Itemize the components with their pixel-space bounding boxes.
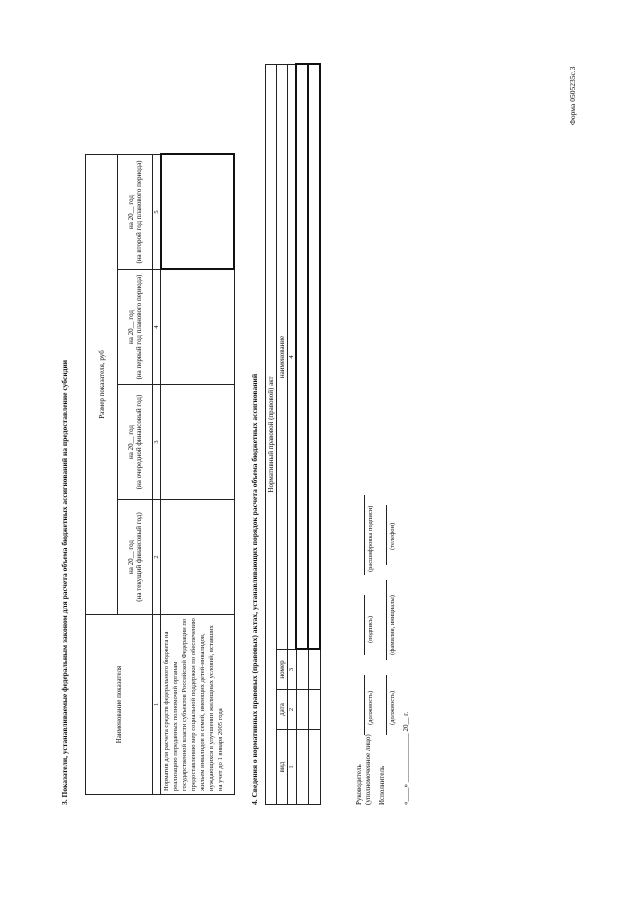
act-num-2: 2 xyxy=(288,690,297,730)
date-line[interactable]: «____» ______________ 20__ г. xyxy=(402,711,410,805)
acts-table xyxy=(265,64,321,806)
cap-phone: (телефон) xyxy=(389,522,396,550)
executor-position-line[interactable] xyxy=(386,675,387,735)
cap-position2: (должность) xyxy=(389,690,396,725)
act-row-2-number[interactable] xyxy=(308,650,320,690)
indicator-value-1[interactable] xyxy=(161,500,234,615)
cap-signature: (подпись) xyxy=(367,616,374,643)
act-row-1-number[interactable] xyxy=(296,650,308,690)
col-num-1: 1 xyxy=(152,615,161,795)
section3-title: 3. Показатели, устанавливаемые федеральным законом для расчета объема бюджетных ассигнований на предоставление субсидии xyxy=(60,359,69,805)
col-num-3: 3 xyxy=(152,385,161,500)
act-num-4: 4 xyxy=(288,65,297,650)
form-code: Форма 0505235с.3 xyxy=(568,66,577,125)
executor-name-line[interactable] xyxy=(386,580,387,660)
col-number: номер xyxy=(277,650,288,690)
head-position-line[interactable] xyxy=(364,675,365,735)
executor-phone-line[interactable] xyxy=(386,505,387,565)
act-row-2-date[interactable] xyxy=(308,690,320,730)
period-header-1: на 20__ год (на текущий финансовый год) xyxy=(118,500,152,615)
col-num-4: 4 xyxy=(152,270,161,385)
col-type: вид xyxy=(277,730,288,805)
act-num-3: 3 xyxy=(288,650,297,690)
indicator-value-4[interactable] xyxy=(161,155,234,270)
col-indicator-header: Наименование показателя xyxy=(86,615,153,795)
cap-decode: (расшифровка подписи) xyxy=(367,505,374,572)
head-sub: (уполномоченное лицо) xyxy=(364,734,372,805)
executor-label: Исполнитель xyxy=(378,765,386,805)
act-row-1-name[interactable] xyxy=(296,65,308,650)
cap-name: (фамилия, инициалы) xyxy=(389,595,396,655)
head-label: Руководитель xyxy=(355,764,363,805)
head-decode-line[interactable] xyxy=(364,495,365,575)
period-header-4: на 20__ год (на второй год планового периода) xyxy=(118,155,152,270)
act-row-1-date[interactable] xyxy=(296,690,308,730)
act-header: Нормативный правовой (правовой) акт xyxy=(266,65,277,805)
col-name: наименование xyxy=(277,65,288,650)
head-signature-line[interactable] xyxy=(364,595,365,655)
indicator-value-3[interactable] xyxy=(161,270,234,385)
indicator-row-text: Норматив для расчета средств федерального бюджета на реализацию переданных полномочий органам государственной власти субъектов Российской Федерации по предоставлению мер социальной поддержки по обеспечению жильем инвалидов и семей, имеющих детей-инвалидов, нуждающихся в улучшении жилищных условий, вставших на учет до 1 января 2005 года xyxy=(161,615,234,795)
col-num-2: 2 xyxy=(152,500,161,615)
col-num-5: 5 xyxy=(152,155,161,270)
act-num-1: 1 xyxy=(288,730,297,805)
indicator-value-2[interactable] xyxy=(161,385,234,500)
act-row-2-name[interactable] xyxy=(308,65,320,650)
section4-title: 4. Сведения о нормативных правовых (правовых) актах, устанавливающих порядок расчета объема бюджетных ассигнований xyxy=(250,373,259,805)
col-date: дата xyxy=(277,690,288,730)
period-header-3: на 20__ год (на первый год планового периода) xyxy=(118,270,152,385)
indicators-table xyxy=(85,154,235,796)
act-row-1-type[interactable] xyxy=(296,730,308,805)
col-size-header: Размер показателя, руб xyxy=(86,155,118,615)
cap-position: (должность) xyxy=(367,690,374,725)
period-header-2: на 20__ год (на очередной финансовый год) xyxy=(118,385,152,500)
act-row-2-type[interactable] xyxy=(308,730,320,805)
